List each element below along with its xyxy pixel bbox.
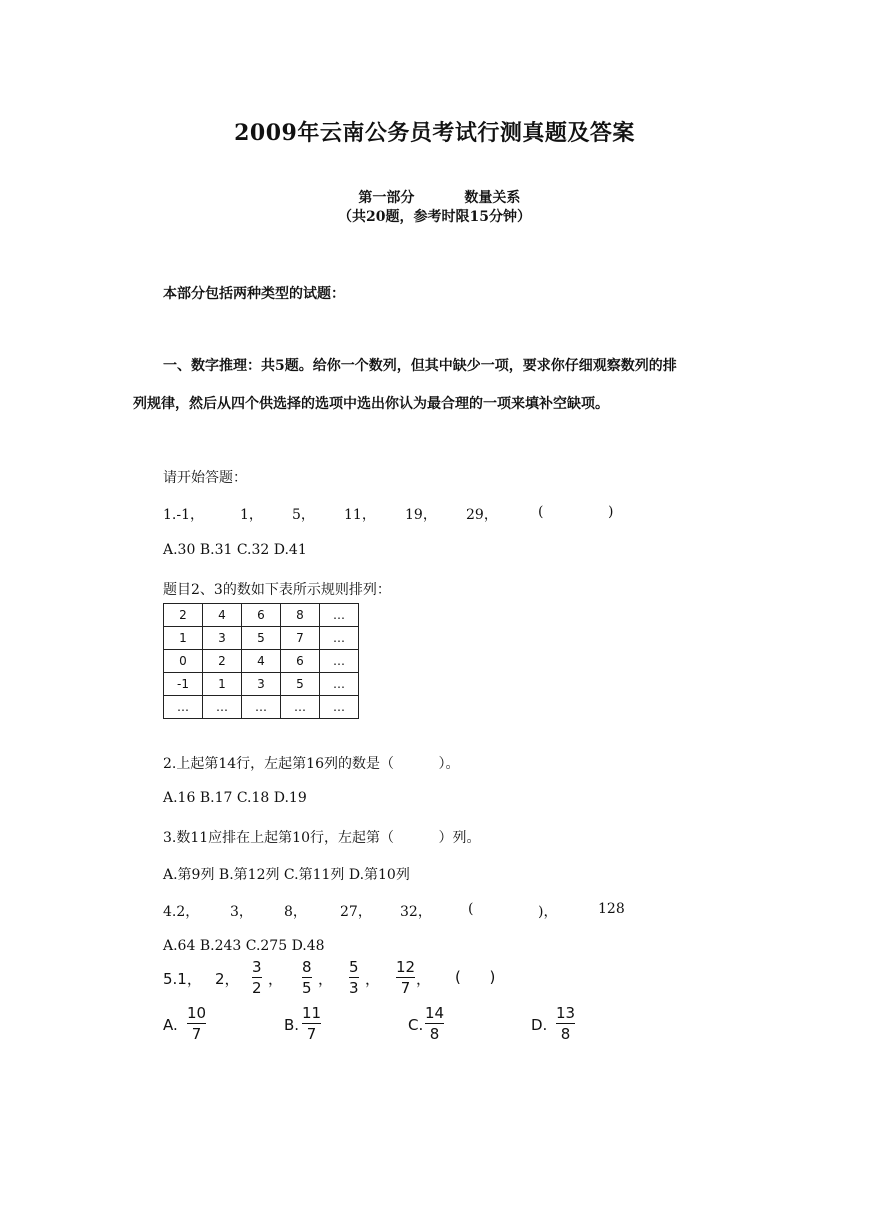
table-cell: 7 xyxy=(281,627,320,650)
fraction-numerator: 5 xyxy=(349,958,359,976)
q5-int: 2， xyxy=(215,970,240,988)
table-row xyxy=(164,673,359,696)
q5-option-fraction xyxy=(302,1004,321,1043)
q1-options: A.30 B.31 C.32 D.41 xyxy=(163,542,307,558)
q1-item: 1， xyxy=(240,507,263,523)
table-cell: 8 xyxy=(281,604,320,627)
page-title: 2009年云南公务员考试行测真题及答案 xyxy=(234,120,635,146)
q4-options: A.64 B.243 C.275 D.48 xyxy=(163,938,325,954)
table-cell: … xyxy=(320,627,359,650)
fraction-denominator: 3 xyxy=(349,979,359,997)
table-cell: … xyxy=(320,696,359,719)
table-cell: 6 xyxy=(242,604,281,627)
table-cell: … xyxy=(320,650,359,673)
part-name: 数量关系 xyxy=(464,190,521,206)
q5-sep: ， xyxy=(365,970,381,988)
q3-options: A.第9列 B.第12列 C.第11列 D.第10列 xyxy=(163,867,410,883)
fraction-denominator: 2 xyxy=(252,979,262,997)
q5-prefix: 5.1， xyxy=(163,970,202,988)
q5-sep: ， xyxy=(416,970,432,988)
part-label: 第一部分 xyxy=(358,190,415,206)
table-cell: 3 xyxy=(242,673,281,696)
table-cell: … xyxy=(242,696,281,719)
q5-fraction xyxy=(396,958,415,997)
table-cell: 1 xyxy=(164,627,203,650)
q5-option-label: B. xyxy=(284,1016,300,1034)
q4-item: 8， xyxy=(284,904,307,920)
q5-option-label: D. xyxy=(531,1016,548,1034)
q4-item: 32， xyxy=(400,904,432,920)
q5-option-label: C. xyxy=(408,1016,424,1034)
q2-options: A.16 B.17 C.18 D.19 xyxy=(163,790,307,806)
table-row xyxy=(164,604,359,627)
fraction-denominator: 7 xyxy=(306,1025,317,1043)
q1-blank-close: ) xyxy=(608,504,614,520)
table-cell: … xyxy=(320,673,359,696)
fraction-denominator: 8 xyxy=(560,1025,571,1043)
q1-item: 19， xyxy=(405,507,437,523)
fraction-numerator: 10 xyxy=(187,1004,207,1022)
q1-item: 29， xyxy=(466,507,498,523)
table-cell: 0 xyxy=(164,650,203,673)
table-cell: 6 xyxy=(281,650,320,673)
fraction-denominator: 5 xyxy=(302,979,312,997)
q5-option-fraction xyxy=(556,1004,575,1043)
table-row xyxy=(164,696,359,719)
q4-item: 128 xyxy=(598,901,625,917)
fraction-numerator: 13 xyxy=(556,1004,576,1022)
table-cell: … xyxy=(164,696,203,719)
intro-text: 本部分包括两种类型的试题： xyxy=(163,286,345,302)
fraction-denominator: 7 xyxy=(191,1025,202,1043)
q5-fraction xyxy=(302,958,312,997)
start-text: 请开始答题： xyxy=(163,470,247,486)
q5-sep: ， xyxy=(318,970,334,988)
table-row xyxy=(164,627,359,650)
table-cell: 4 xyxy=(242,650,281,673)
q1-blank-open: ( xyxy=(538,504,544,520)
table-cell: … xyxy=(320,604,359,627)
q4-item: 3， xyxy=(230,904,253,920)
table-caption: 题目2、3的数如下表所示规则排列： xyxy=(163,582,391,598)
table-cell: 2 xyxy=(203,650,242,673)
table-cell: -1 xyxy=(164,673,203,696)
q5-sep: ， xyxy=(268,970,284,988)
q4-blank-open: ( xyxy=(468,901,474,917)
table-cell: … xyxy=(203,696,242,719)
q5-fraction xyxy=(252,958,262,997)
fraction-denominator: 8 xyxy=(429,1025,440,1043)
fraction-numerator: 11 xyxy=(302,1004,322,1022)
table-cell: 1 xyxy=(203,673,242,696)
q4-item: 4.2， xyxy=(163,904,200,920)
q3-stem: 3.数11应排在上起第10行，左起第（ ）列。 xyxy=(163,830,481,846)
number-table xyxy=(163,603,359,719)
q1-item: 1.-1， xyxy=(163,507,204,523)
q5-option-fraction xyxy=(187,1004,206,1043)
fraction-numerator: 14 xyxy=(425,1004,445,1022)
section1-line2: 列规律，然后从四个供选择的选项中选出你认为最合理的一项来填补空缺项。 xyxy=(133,396,609,412)
table-cell: 3 xyxy=(203,627,242,650)
q5-fraction xyxy=(349,958,359,997)
q5-option-fraction xyxy=(425,1004,444,1043)
table-cell: 5 xyxy=(242,627,281,650)
q1-item: 11， xyxy=(344,507,376,523)
q5-option-label: A. xyxy=(163,1016,178,1034)
section1-line1: 一、数字推理：共5题。给你一个数列，但其中缺少一项，要求你仔细观察数列的排 xyxy=(163,358,677,374)
q5-blank: ( ) xyxy=(455,968,496,986)
q4-item: 27， xyxy=(340,904,372,920)
part-note: （共20题，参考时限15分钟） xyxy=(338,209,531,225)
fraction-denominator: 7 xyxy=(400,979,411,997)
q2-stem: 2.上起第14行，左起第16列的数是（ ）。 xyxy=(163,756,460,772)
q4-blank-close: )， xyxy=(538,904,558,920)
table-cell: 4 xyxy=(203,604,242,627)
table-cell: 2 xyxy=(164,604,203,627)
table-cell: 5 xyxy=(281,673,320,696)
table-cell: … xyxy=(281,696,320,719)
part-heading xyxy=(0,171,869,207)
fraction-numerator: 8 xyxy=(302,958,312,976)
fraction-numerator: 12 xyxy=(396,958,416,976)
table-row xyxy=(164,650,359,673)
q1-item: 5， xyxy=(292,507,315,523)
fraction-numerator: 3 xyxy=(252,958,262,976)
